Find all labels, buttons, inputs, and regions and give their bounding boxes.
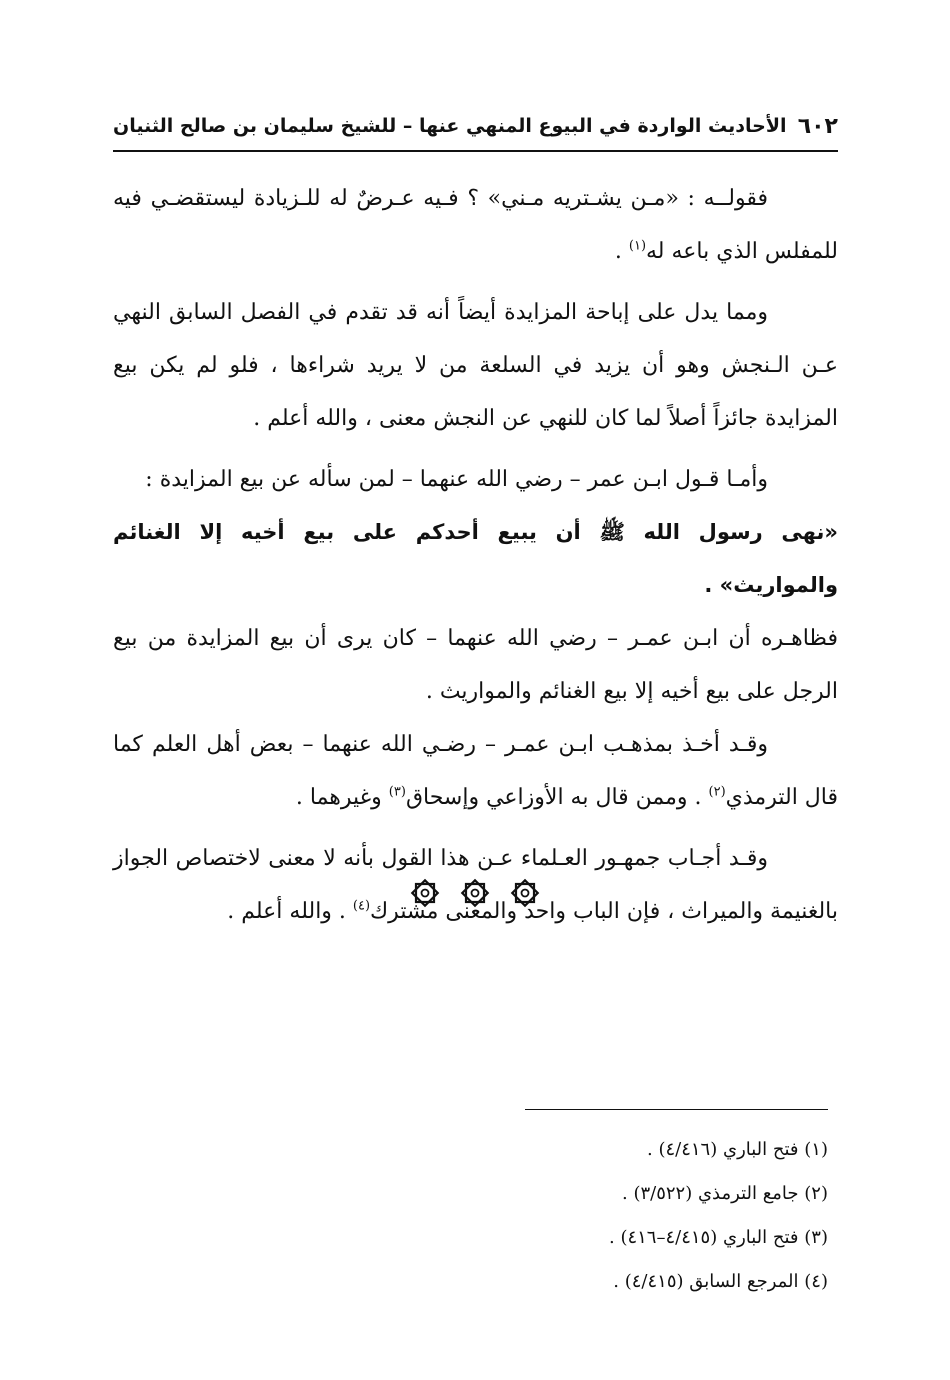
paragraph-5-text-c: وغيرهما . <box>295 785 389 810</box>
footnotes <box>228 1128 828 1304</box>
footnote-3: (٣) فتح الباري (٤/٤١٥–٤١٦) . <box>609 1227 828 1248</box>
paragraph-1-text: فقولــه : «مـن يشـتريه مـني» ؟ فـيه عـرضٌ له للـزيادة ليستقضـي فيه للمفلس الذي باعه له <box>113 186 838 264</box>
footnote-1: (١) فتح الباري (٤/٤١٦) . <box>647 1139 828 1160</box>
page-header <box>113 104 838 148</box>
eight-point-star-icon <box>460 878 490 908</box>
main-text <box>113 172 838 938</box>
paragraph-5 <box>113 718 838 824</box>
paragraph-5-text-a: وقـد أخـذ بمذهـب ابـن عمـر – رضـي الله عنهما – بعض أهل العلم كما قال الترمذي <box>113 732 838 810</box>
footnote-4: (٤) المرجع السابق (٤/٤١٥) . <box>613 1271 828 1292</box>
paragraph-6-text-a: وقـد أجـاب جمهـور العـلماء عـن هذا القول بأنه لا معنى لاختصاص الجواز بالغنيمة والميراث ، فإن الباب واحد والمعنى مشترك <box>113 846 838 924</box>
page-number: ٦٠٢ <box>797 113 838 139</box>
paragraph-4: فظاهـره أن ابـن عمـر – رضي الله عنهما – كان يرى أن بيع المزايدة من بيع الرجل على بيع أخيه إلا بيع الغنائم والمواريث . <box>113 626 838 704</box>
section-ornament <box>0 878 950 908</box>
footnote-ref-3: (٣) <box>388 784 406 800</box>
footnote-ref-2: (٢) <box>708 784 726 800</box>
footnote-2: (٢) جامع الترمذي (٣/٥٢٢) . <box>622 1183 828 1204</box>
paragraph-3: وأمـا قـول ابـن عمر – رضي الله عنهما – لمن سأله عن بيع المزايدة : <box>145 467 768 492</box>
paragraph-2: ومما يدل على إباحة المزايدة أيضاً أنه قد تقدم في الفصل السابق النهي عـن الـنجش وهو أن يزيد في السلعة من لا يريد شراءها ، فلو لم يكن بيع المزايدة جائزاً أصلاً لما كان للنهي عن النجش معنى ، والله أعلم . <box>113 300 838 431</box>
paragraph-1 <box>113 172 838 278</box>
paragraph-1-end: . <box>614 239 629 264</box>
header-rule <box>113 150 838 152</box>
hadith-text: «نهى رسول الله ﷺ أن يبيع أحدكم على بيع أخيه إلا الغنائم والمواريث» . <box>113 520 838 597</box>
footnote-ref-1: (١) <box>628 238 647 254</box>
eight-point-star-icon <box>410 878 440 908</box>
hadith-quote <box>113 506 838 612</box>
paragraph-5-text-b: . وممن قال به الأوزاعي وإسحاق <box>405 785 709 810</box>
running-head: الأحاديث الواردة في البيوع المنهي عنها – للشيخ سليمان بن صالح الثنيان <box>113 115 787 137</box>
footnote-ref-4: (٤) <box>352 898 371 914</box>
footnote-rule <box>525 1109 828 1110</box>
eight-point-star-icon <box>510 878 540 908</box>
paragraph-6-text-b: . والله أعلم . <box>227 899 353 924</box>
